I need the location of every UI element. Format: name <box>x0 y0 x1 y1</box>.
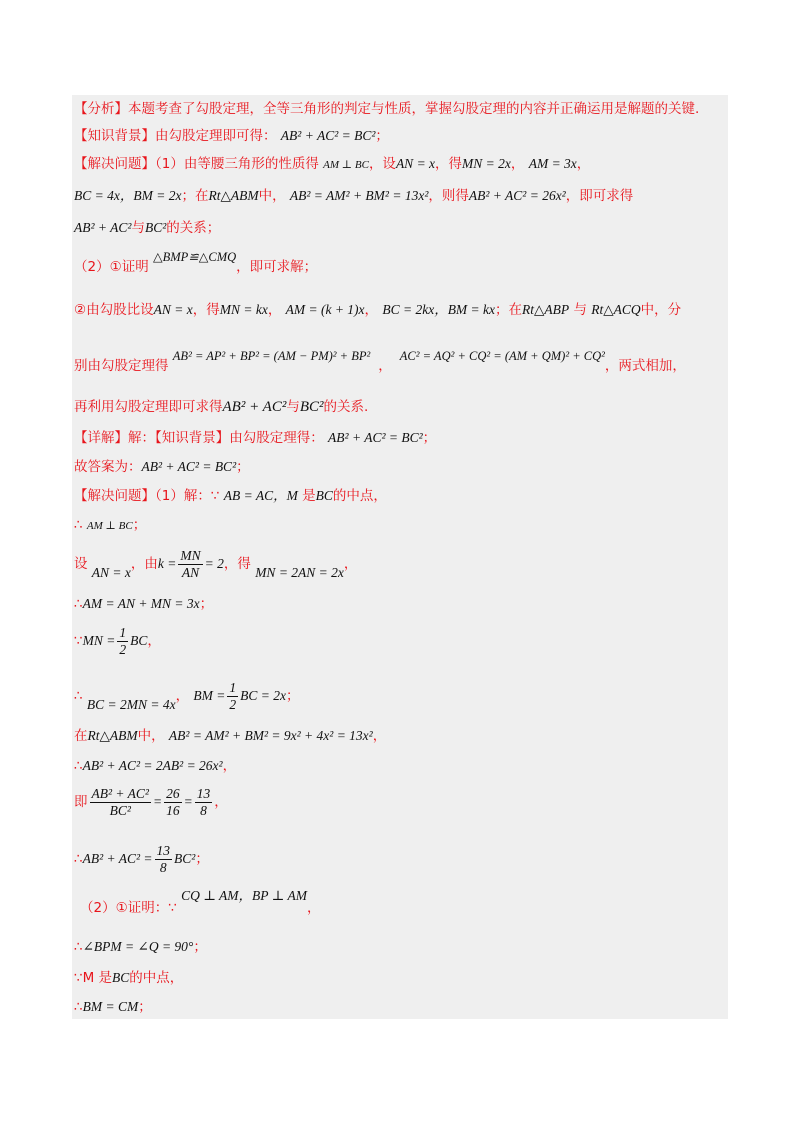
midpoint-line <box>74 969 183 987</box>
detail-text-1: 解： <box>128 430 155 446</box>
math-ab-ac-m: AB = AC，M <box>223 488 298 503</box>
detail-text-2: 由勾股定理得： <box>229 430 324 446</box>
math-am-3x: AM = 3x <box>528 156 577 171</box>
therefore-3: ∴ <box>74 688 83 704</box>
bc-bm-end: ； <box>286 688 300 704</box>
part2-hint-line <box>74 250 318 276</box>
math-congruent: △BMP≌△CMQ <box>153 250 237 264</box>
answer-line <box>74 458 250 476</box>
part1-text-2: 是 <box>302 488 316 504</box>
math-sum: AB² + AC² <box>74 220 132 235</box>
am-sum-line <box>74 595 213 613</box>
therefore-7: ∴ <box>74 999 83 1015</box>
mn-half-end: ， <box>147 633 161 649</box>
math-sum-26: AB² + AC² = 2AB² = 26x² <box>82 758 223 773</box>
math-bc-2mn: BC = 2MN = 4x <box>86 697 176 712</box>
knowledge-text: 由勾股定理即可得： <box>155 128 277 144</box>
fraction-13-8-b <box>155 843 173 876</box>
rt-text-1: 在 <box>74 728 88 744</box>
math-rt-abm: Rt△ABM <box>208 188 259 203</box>
solve-text-1: （1）由等腰三角形的性质得 <box>155 156 319 172</box>
math-ab2-13x2: AB² = AM² + BM² = 13x² <box>289 188 429 203</box>
part1-label: 【解决问题】 <box>74 488 155 504</box>
midpoint-end: 的中点， <box>129 970 184 986</box>
therefore-6: ∴ <box>74 939 83 955</box>
math-am-perp: AM ⊥ BC <box>86 520 133 532</box>
proof-text: （2）①证明：∵ <box>80 900 177 916</box>
solve-text-4: ， <box>510 156 525 172</box>
math-rt-abp: Rt△ABP <box>522 302 570 317</box>
math-bc-3: BC <box>112 970 130 985</box>
part2-ratio-line <box>74 301 681 319</box>
frac-num-13b: 13 <box>156 843 171 858</box>
part2-conclusion-line <box>74 398 368 416</box>
math-bc: BC <box>315 488 333 503</box>
concl-text-2: 与 <box>286 399 300 415</box>
math-mn-kx: MN = kx <box>219 302 268 317</box>
rt-abm-line <box>74 727 386 745</box>
proof-end: ， <box>306 900 321 916</box>
knowledge-background-line <box>74 127 389 145</box>
am-sum-end: ； <box>199 596 214 612</box>
ratio-end: ， <box>214 794 228 810</box>
set-text-4: ， <box>343 556 358 572</box>
part2-text-end: ，即可求解； <box>236 259 318 275</box>
ratio-text-2: ，得 <box>192 302 220 318</box>
text-ze-de: ，则得 <box>428 188 469 204</box>
part2-proof-line <box>74 888 321 916</box>
knowledge-end: ； <box>375 128 389 144</box>
text-relation: 的关系； <box>166 220 221 236</box>
solve-problem-line-2 <box>74 187 633 205</box>
bm-cm-end: ； <box>138 999 152 1015</box>
solve-problem-line-1 <box>74 155 590 174</box>
text-ji-ke: ，即可求得 <box>565 188 634 204</box>
therefore-1: ∴ <box>74 517 83 533</box>
detail-label: 【详解】 <box>74 430 128 446</box>
detail-label-2: 【知识背景】 <box>155 430 230 446</box>
math-bm-cm: BM = CM <box>82 999 139 1014</box>
frac-num-mn: MN <box>180 548 201 563</box>
text-zhong: 中， <box>258 188 286 204</box>
math-pythagoras-2: AB² + AC² = BC² <box>328 430 423 445</box>
result-line <box>74 843 209 876</box>
fraction-26-16 <box>164 786 182 819</box>
math-bc-2kx: BC = 2kx，BM = kx <box>382 302 496 317</box>
pyth-text-2: ， <box>378 358 392 374</box>
angle-line <box>74 938 207 956</box>
bc-bm-sep: ， <box>175 688 190 704</box>
mn-half-line <box>74 625 161 658</box>
concl-text-1: 再利用勾股定理即可求得 <box>74 399 223 415</box>
frac-den-8b: 8 <box>159 860 167 875</box>
math-bc-2: BC <box>130 633 148 648</box>
text-yu: 与 <box>131 220 145 236</box>
ratio-text-7: 中，分 <box>640 302 682 318</box>
analysis-line <box>74 100 699 118</box>
math-am-sum: AM = AN + MN = 3x <box>82 596 200 611</box>
frac-num-1: 1 <box>119 625 127 640</box>
analysis-text: 本题考查了勾股定理，全等三角形的判定与性质，掌握勾股定理的内容并正确运用是解题的关键. <box>128 101 700 117</box>
solve-problem-line-3 <box>74 219 220 237</box>
solve-text-2: ，设 <box>368 156 396 172</box>
part2-pythagoras-line <box>74 347 686 374</box>
math-eq-2: = 2 <box>204 556 224 571</box>
ratio-line <box>74 786 228 819</box>
concl-text-3: 的关系. <box>323 399 369 415</box>
math-angle-90: ∠BPM = ∠Q = 90° <box>82 939 194 954</box>
solve-label: 【解决问题】 <box>74 156 155 172</box>
ratio-text-5: ；在 <box>495 302 523 318</box>
rt-end: ， <box>372 728 387 744</box>
math-mn-2x: MN = 2x <box>462 156 511 171</box>
math-mn-2an: MN = 2AN = 2x <box>255 565 344 580</box>
math-rt-abm-2: Rt△ABM <box>87 728 138 743</box>
math-bc2: BC² <box>144 220 167 235</box>
pyth-text-3: ，两式相加， <box>604 358 686 374</box>
frac-num-26: 26 <box>166 786 180 801</box>
rt-text-2: 中， <box>137 728 165 744</box>
frac-den-2: 2 <box>119 642 127 657</box>
math-k-eq: k = <box>157 556 177 571</box>
math-bc-bm: BC = 4x，BM = 2x <box>74 188 182 203</box>
math-bm-eq: BM = <box>193 688 226 703</box>
ratio-text-1: ②由勾股比设 <box>74 302 154 318</box>
math-bc2-2: BC² <box>299 399 324 415</box>
math-ab2-9x2: AB² = AM² + BM² = 9x² + 4x² = 13x² <box>168 728 373 743</box>
frac-den-bc2: BC² <box>109 803 131 818</box>
frac-den-16: 16 <box>166 803 180 818</box>
angle-end: ； <box>193 939 207 955</box>
frac-den-8: 8 <box>200 803 207 818</box>
math-cq-bp-perp: CQ ⊥ AM，BP ⊥ AM <box>181 888 307 903</box>
math-an-x: AN = x <box>395 156 436 171</box>
bc-bm-line <box>74 680 300 713</box>
frac-num-1b: 1 <box>229 680 237 695</box>
solve-text-3: ，得 <box>435 156 463 172</box>
ratio-text-3: ， <box>267 302 282 318</box>
fraction-13-8 <box>195 786 213 819</box>
pyth-text-1: 别由勾股定理得 <box>74 358 169 374</box>
result-end: ； <box>195 851 209 867</box>
text-in: ；在 <box>181 188 209 204</box>
perp-end: ； <box>132 517 147 533</box>
math-bc2-3: BC² <box>174 851 196 866</box>
detail-end: ； <box>422 430 437 446</box>
math-ab2-expansion: AB² = AP² + BP² = (AM − PM)² + BP² <box>172 349 371 363</box>
math-am-perp-bc: AM ⊥ BC <box>323 159 369 171</box>
answer-end: ； <box>236 459 250 475</box>
math-bc-2x: BC = 2x <box>240 688 286 703</box>
ratio-text-4: ， <box>364 302 379 318</box>
frac-den-an: AN <box>181 565 200 580</box>
frac-num-13: 13 <box>196 786 211 801</box>
math-sum-26x2: AB² + AC² = 26x² <box>468 188 566 203</box>
sum-26-end: ， <box>222 758 237 774</box>
ratio-text-6: 与 <box>573 302 587 318</box>
frac-num-sum: AB² + AC² <box>91 786 149 801</box>
detailed-solution-line <box>74 429 436 447</box>
therefore-4: ∴ <box>74 758 83 774</box>
math-sum-eq: AB² + AC² = <box>82 851 153 866</box>
fraction-sum-bc <box>90 786 151 819</box>
fraction-half-2 <box>227 680 238 713</box>
bm-cm-line <box>74 998 152 1016</box>
math-an-x-3: AN = x <box>91 565 131 580</box>
frac-den-2b: 2 <box>229 697 237 712</box>
math-rt-acq: Rt△ACQ <box>591 302 641 317</box>
therefore-2: ∴ <box>74 596 83 612</box>
math-ac2-expansion: AC² = AQ² + CQ² = (AM + QM)² + CQ² <box>399 349 605 363</box>
set-text-2: ，由 <box>130 556 158 572</box>
math-mn-eq: MN = <box>82 633 116 648</box>
analysis-label: 【分析】 <box>74 101 128 117</box>
math-eq-a: = <box>152 794 163 809</box>
part1-solution-line <box>74 487 387 505</box>
set-an-line <box>74 548 357 581</box>
ji-text: 即 <box>74 794 88 810</box>
part2-text: （2）①证明 <box>74 259 149 275</box>
perp-line <box>74 516 146 535</box>
knowledge-label: 【知识背景】 <box>74 128 155 144</box>
fraction-half-1 <box>117 625 128 658</box>
midpoint-text: ∵M 是 <box>74 970 113 986</box>
sum-26-line <box>74 757 236 775</box>
answer-text: 故答案为： <box>74 459 142 475</box>
set-text-3: ，得 <box>223 556 251 572</box>
math-sum-2: AB² + AC² <box>222 399 287 415</box>
part1-text-1: （1）解：∵ <box>155 488 220 504</box>
because-1: ∵ <box>74 633 83 649</box>
math-eq-b: = <box>183 794 193 809</box>
fraction-mn-an <box>178 548 202 581</box>
set-text-1: 设 <box>74 556 88 572</box>
part1-text-3: 的中点， <box>332 488 387 504</box>
solve-text-5: ， <box>576 156 591 172</box>
math-answer: AB² + AC² = BC² <box>141 459 237 474</box>
math-an-x-2: AN = x <box>153 302 193 317</box>
therefore-5: ∴ <box>74 851 83 867</box>
pythagoras-formula: AB² + AC² = BC² <box>280 128 376 143</box>
math-am-k1x: AM = (k + 1)x <box>285 302 365 317</box>
